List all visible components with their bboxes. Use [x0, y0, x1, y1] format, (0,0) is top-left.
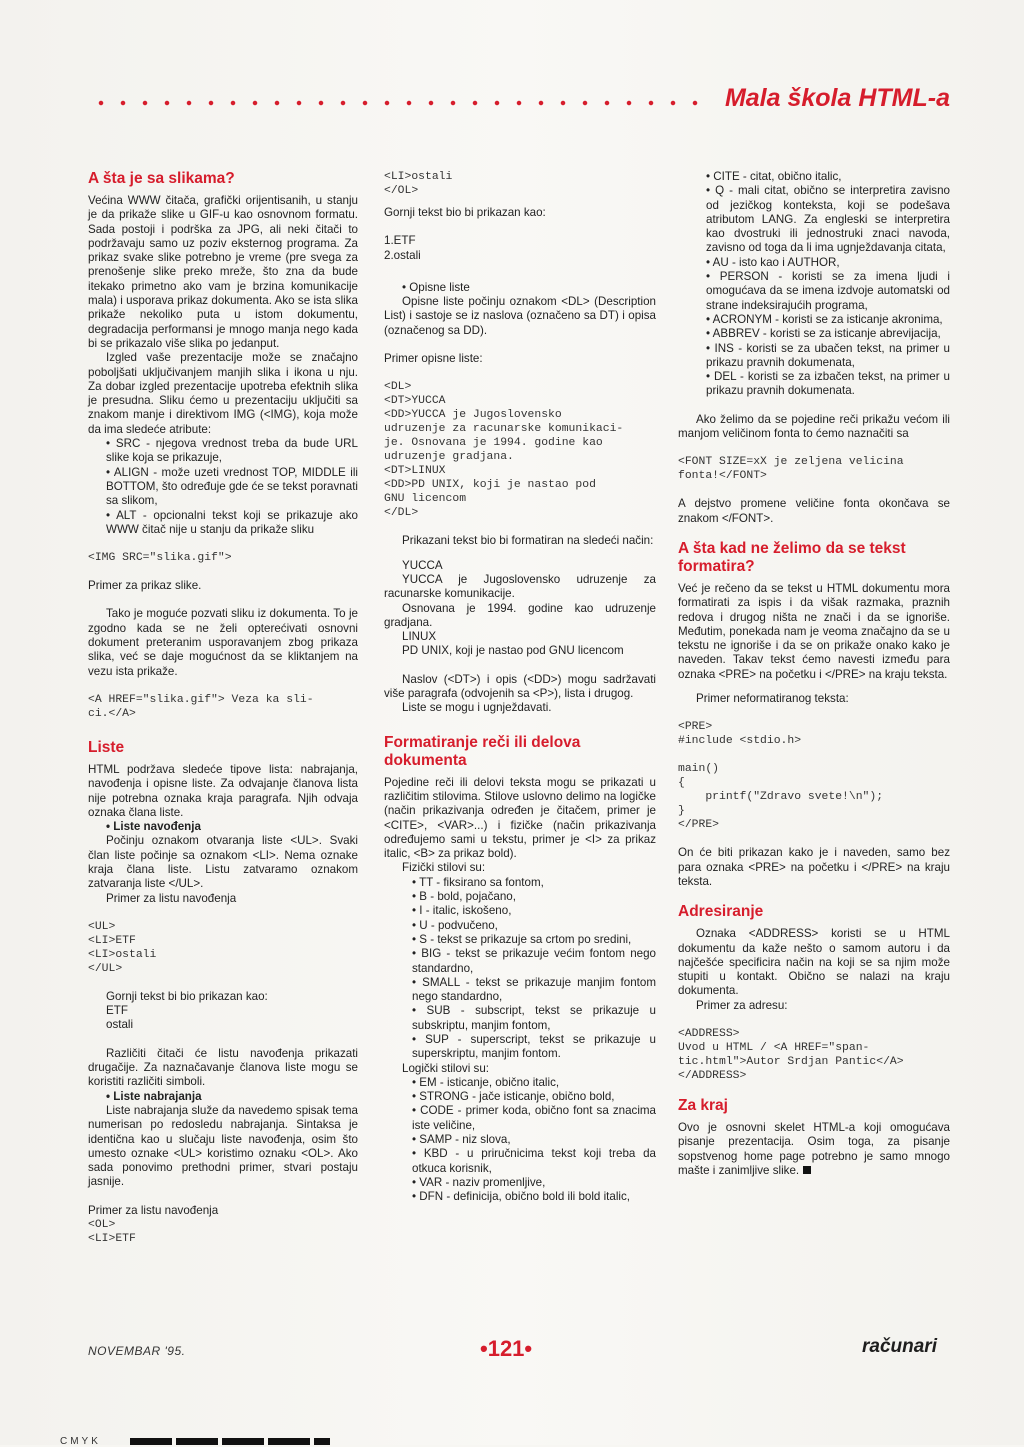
- paragraph: Logički stilovi su:: [402, 1061, 489, 1075]
- heading-slike: A šta je sa slikama?: [88, 170, 235, 187]
- code-block: <FONT SIZE=xX je zeljena velicina fonta!</FONT>: [678, 456, 904, 483]
- list-item: • ALIGN - može uzeti vrednost TOP, MIDDLE ili BOTTOM, što određuje gde će se tekst poravnati sa slikom,: [88, 466, 358, 509]
- page-number: •121•: [480, 1336, 533, 1361]
- code-block: <OL> <LI>ETF: [88, 1219, 136, 1246]
- list-item: • SMALL - tekst se prikazuje manjim fontom nego standardno,: [384, 976, 656, 1005]
- heading-liste: Liste: [88, 738, 125, 756]
- list-item: • I - italic, iskošeno,: [384, 904, 656, 918]
- paragraph: Većina WWW čitača, grafički orijentisanih, u stanju je da prikaže slike u GIF-u kao osnovnom formatu. Sada postoji i podrška za JPG, ali neki čitači to podržavaju samo uz poziv eksternog programa. Za prikaz svake slike potrebno je vreme (pre svega za prenošenje slike preko mreže, što zna da bude itekako primetno ako vam je brzina komunikacije mala) i usporava prikaz dokumenta. Ako se ista slika prikaže nekoliko puta u istom dokumentu, degradacija performansi je mnogo manja nego kada bi se prikazalo više slika po jedanput.: [88, 194, 358, 350]
- list-item: • Liste navođenja: [88, 820, 358, 834]
- list-item: • INS - koristi se za ubačen tekst, na primer u prikazu pravnih dokumenata,: [678, 342, 950, 371]
- list-item: • S - tekst se prikazuje sa crtom po sredini,: [384, 933, 656, 947]
- code-block: <PRE> #include <stdio.h> main() { printf("Zdravo svete!\n"); } </PRE>: [678, 721, 884, 832]
- list-item: • BIG - tekst se prikazuje većim fontom nego standardno,: [384, 947, 656, 976]
- paragraph: YUCCA je Jugoslovensko udruzenje za racunarske komunikacije.: [384, 572, 656, 601]
- paragraph: HTML podržava sledeće tipove lista: nabrajanja, navođenja i opisne liste. Za odvajanje članova lista nije potrebna oznaka kraja paragrafa. Njih odvaja oznaka člana liste.: [88, 762, 358, 819]
- list-item: • EM - isticanje, obično italic,: [384, 1076, 656, 1090]
- paragraph: Gornji tekst bi bio prikazan kao:: [106, 989, 268, 1003]
- list-item: • Opisne liste: [384, 281, 656, 295]
- list-item: • PERSON - koristi se za imena ljudi i omogućava da se imena izdvoje automatski od strane indeksirajućih programa,: [678, 270, 950, 313]
- paragraph: Primer za listu navođenja: [106, 891, 237, 905]
- list-item: • Q - mali citat, obično se interpretira zavisno od jezičkog konteksta, koji se podešava atributom LANG. Za engleski se interpretira kao dvostruki ili jednostruki znaci navoda, zavisno od toga da li ima ugnježdavanja citata,: [678, 184, 950, 255]
- list-item: • TT - fiksirano sa fontom,: [384, 876, 656, 890]
- paragraph: Primer opisne liste:: [384, 352, 483, 366]
- list-item: • Liste nabrajanja: [88, 1090, 358, 1104]
- list-item: • VAR - naziv promenljive,: [384, 1176, 656, 1190]
- list-item: • DFN - definicija, obično bold ili bold italic,: [384, 1190, 656, 1204]
- list-item: • ABBREV - koristi se za isticanje abrevijacija,: [678, 327, 950, 341]
- heading-pre: A šta kad ne želimo da se tekst formatira?: [678, 539, 906, 575]
- list-item: • ACRONYM - koristi se za isticanje akronima,: [678, 313, 950, 327]
- dotted-rule: [90, 100, 713, 106]
- column-3: [678, 170, 950, 1178]
- list-item: • SAMP - niz slova,: [384, 1133, 656, 1147]
- end-mark-icon: [803, 1166, 811, 1174]
- paragraph: Primer neformatiranog teksta:: [696, 692, 849, 706]
- list-item: • AU - isto kao i AUTHOR,: [678, 256, 950, 270]
- footer-date: NOVEMBAR '95.: [88, 1344, 186, 1358]
- code-block: <A HREF="slika.gif"> Veza ka sli- ci.</A>: [88, 693, 314, 720]
- column-1: [88, 170, 358, 1246]
- paragraph: Pojedine reči ili delovi teksta mogu se prikazati u različitim stilovima. Stilove uslovno delimo na logičke (način prikazivanja određen je čitačem, primer je <CITE>, <VAR>...) i fizičke (način prikazivanja određujemo sami u tekstu, primer je <I> za prikaz italic, <B> za prikaz bold).: [384, 775, 656, 861]
- paragraph: 1.ETF: [384, 234, 416, 248]
- heading-formatiranje: Formatiranje reči ili delova dokumenta: [384, 733, 581, 769]
- list-item: • CODE - primer koda, obično font sa znacima iste veličine,: [384, 1104, 656, 1133]
- paragraph: On će biti prikazan kako je i naveden, samo bez para oznaka <PRE> na početku i </PRE> na kraju teksta.: [678, 846, 950, 888]
- paragraph: Ovo je osnovni skelet HTML-a koji omogućava pisanje prezentacija. Osim toga, za pisanje sopstvenog home page potrebno je samo mnogo maštе i zanimljive slike.: [678, 1120, 950, 1177]
- list-item: • U - podvučeno,: [384, 919, 656, 933]
- code-block: <LI>ostali </OL>: [384, 171, 453, 197]
- paragraph: Oznaka <ADDRESS> koristi se u HTML dokumentu da kaže nešto o samom autoru i da najčešće specificira način na koji se sa njim može stupiti u kontakt. Obično se nalazi na kraju dokumenta.: [678, 927, 950, 998]
- paragraph: ETF: [106, 1004, 128, 1018]
- list-item: • DEL - koristi se za izbačen tekst, na primer u prikazu pravnih dokumenata.: [678, 370, 950, 399]
- paragraph: Liste nabrajanja služe da navedemo spisak tema numerisan po redosledu nabrajanja. Sintaksa je identična kao u slučaju liste navođenja, osim što umesto oznake <UL> koristimo oznaku <OL>. Ako sada ponovimo prethodni primer, stvari postaju jasnije.: [88, 1103, 358, 1189]
- paragraph: Primer za listu navođenja: [88, 1203, 219, 1217]
- list-item: • SUP - superscript, tekst se prikazuje u superskriptu, manjim fontom.: [384, 1033, 656, 1062]
- paragraph: Osnovana je 1994. godine kao udruzenje gradjana.: [384, 601, 656, 629]
- paragraph: Već je rečeno da se tekst u HTML dokumentu mora formatirati za ispis i da višak razmaka, praznih redova i drugog ništa ne znači i da se ignoriše. Međutim, ponekada nam je veoma značajno da se u tekstu ne ignoriše i da se on prikaže onako kako je naveden. Takav tekst ćemo navesti između para oznaka <PRE> na početku i </PRE> na kraju teksta.: [678, 581, 950, 681]
- code-block: <DL> <DT>YUCCA <DD>YUCCA je Jugoslovensko udruzenje za racunarske komunikaci- je. Osnovana je 1994. godine kao udruzenje gradjana. <DT>LINUX <DD>PD UNIX, koji je nastao pod GNU licencom </DL>: [384, 381, 624, 520]
- paragraph: Opisne liste počinju oznakom <DL> (Description List) i sastoje se iz naslova (označeno sa DT) i opisa (označenog sa DD).: [384, 295, 656, 337]
- code-block: <IMG SRC="slika.gif">: [88, 552, 232, 565]
- list-item: • STRONG - jače isticanje, obično bold,: [384, 1090, 656, 1104]
- paragraph: Tako je moguće pozvati sliku iz dokumenta. To je zgodno kada se ne želi opterećivati osnovni dokument preteranim usporavanjem zbog prikaza slika, već se daje mogućnost da se kliktanjem na vezu ista prikaže.: [88, 607, 358, 678]
- list-item: • KBD - u priručnicima tekst koji treba da otkuca korisnik,: [384, 1147, 656, 1176]
- paragraph: PD UNIX, koji je nastao pod GNU licencom: [402, 644, 624, 658]
- paragraph: Izgled vaše prezentacije može se značajno poboljšati uključivanjem manjih slika i ikona u nju. Za dobar izgled prezentacije upotreba efektnih slika je presudna. Sliku ćemo u prezentaciju uključiti sa znakom manje i direktivom IMG (<IMG), koja može da ima sledeće atribute:: [88, 351, 358, 436]
- paragraph: Prikazani tekst bio bi formatiran na sledeći način:: [402, 534, 654, 548]
- paragraph: Gornji tekst bio bi prikazan kao:: [384, 206, 546, 219]
- paragraph: 2.ostali: [384, 248, 421, 262]
- paragraph: Različiti čitači će listu navođenja prikazati drugačije. Za naznačavanje članova liste mogu se koristiti različiti simboli.: [88, 1046, 358, 1089]
- heading-za-kraj: Za kraj: [678, 1096, 728, 1114]
- paragraph: A dejstvo promene veličine fonta okončava se znakom </FONT>.: [678, 497, 950, 525]
- column-2: [384, 170, 656, 1205]
- paragraph: ostali: [106, 1018, 134, 1032]
- paragraph: Primer za adresu:: [696, 998, 788, 1012]
- list-item: • CITE - citat, obično italic,: [678, 170, 950, 184]
- paragraph: Naslov (<DT>) i opis (<DD>) mogu sadržavati više paragrafa (odvojenih sa <P>), lista i drugog.: [384, 672, 656, 701]
- code-block: <ADDRESS> Uvod u HTML / <A HREF="span- tic.html">Autor Srdjan Pantic</A> </ADDRESS>: [678, 1027, 904, 1082]
- list-item: • B - bold, pojačano,: [384, 890, 656, 904]
- list-item: • ALT - opcionalni tekst koji se prikazuje ako WWW čitač nije u stanju da prikaže sliku: [88, 509, 358, 538]
- paragraph: Ako želimo da se pojedine reči prikažu većom ili manjom veličinom fonta to ćemo naznačiti sa: [678, 412, 950, 441]
- paragraph: Primer za prikaz slike.: [88, 579, 202, 593]
- heading-adresiranje: Adresiranje: [678, 903, 764, 921]
- list-item: • SUB - subscript, tekst se prikazuje u subskriptu, manjim fontom,: [384, 1004, 656, 1033]
- paragraph: Fizički stilovi su:: [402, 861, 486, 875]
- paragraph: Liste se mogu i ugnježdavati.: [402, 701, 552, 715]
- cmyk-mark: CMYK: [60, 1436, 101, 1447]
- section-header: [90, 82, 950, 114]
- paragraph: Počinju oznakom otvaranja liste <UL>. Svaki član liste počinje sa oznakom <LI>. Nema oznake kraja člana liste. Listu zatvaramo oznakom zatvaranja liste </UL>.: [88, 834, 358, 891]
- list-item: • SRC - njegova vrednost treba da bude URL slike koja se prikazuje,: [88, 437, 358, 466]
- color-bar: [130, 1438, 330, 1445]
- section-title: Mala škola HTML-a: [724, 83, 950, 112]
- magazine-name: računari: [862, 1336, 937, 1357]
- code-block: <UL> <LI>ETF <LI>ostali </UL>: [88, 920, 157, 975]
- paragraph: LINUX: [402, 630, 437, 644]
- paragraph: YUCCA: [402, 558, 443, 572]
